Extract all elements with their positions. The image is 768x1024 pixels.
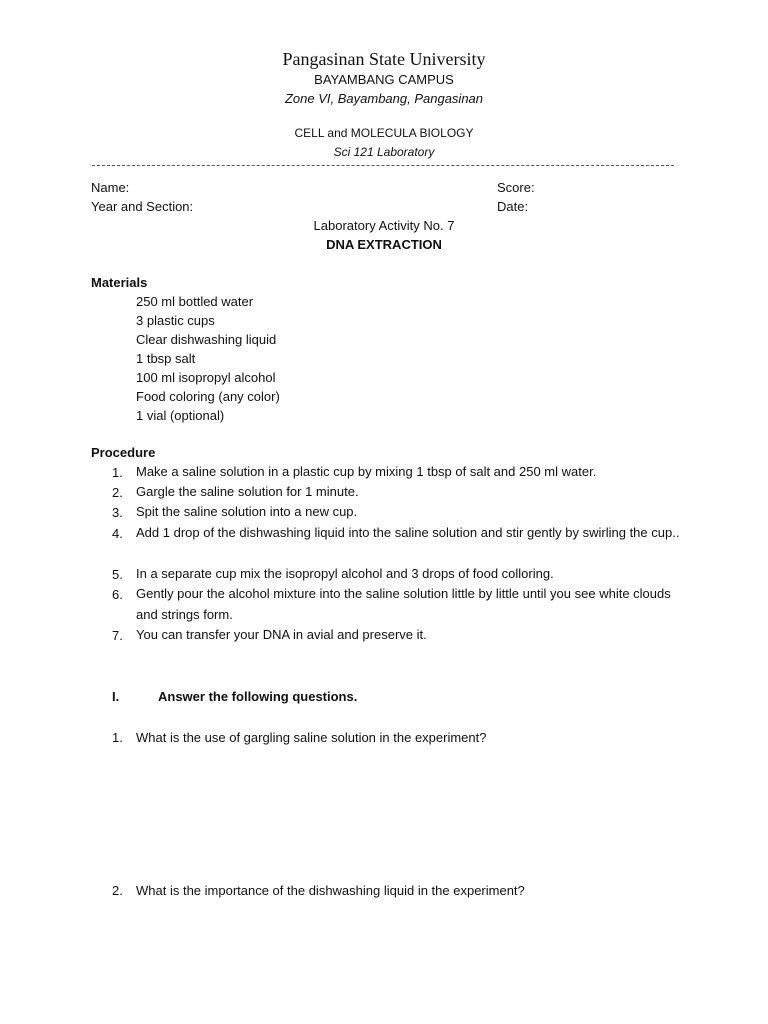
activity-title: DNA EXTRACTION	[326, 237, 442, 252]
header-divider	[92, 165, 674, 166]
date-field-label: Date:	[497, 199, 529, 214]
procedure-step: In a separate cup mix the isopropyl alcohol and 3 drops of food colloring.	[136, 566, 554, 581]
lab-course: Sci 121 Laboratory	[333, 145, 435, 159]
step-number: 2.	[112, 485, 123, 500]
procedure-step: Spit the saline solution into a new cup.	[136, 504, 358, 519]
step-number: 4.	[112, 526, 123, 541]
campus-name: BAYAMBANG CAMPUS	[314, 72, 454, 87]
question-text: What is the importance of the dishwashing liquid in the experiment?	[136, 883, 525, 898]
question-number: 1.	[112, 730, 123, 745]
step-number: 1.	[112, 465, 123, 480]
material-item: 1 vial (optional)	[136, 408, 225, 423]
question-text: What is the use of gargling saline solution in the experiment?	[136, 730, 487, 745]
material-item: 100 ml isopropyl alcohol	[136, 370, 276, 385]
procedure-step: Add 1 drop of the dishwashing liquid into the saline solution and stir gently by swirling the cup..	[136, 525, 680, 540]
procedure-step: Gargle the saline solution for 1 minute.	[136, 484, 359, 499]
step-number: 6.	[112, 587, 123, 602]
question-number: 2.	[112, 883, 123, 898]
section-heading: Answer the following questions.	[158, 689, 358, 704]
course-title: CELL and MOLECULA BIOLOGY	[294, 126, 474, 140]
material-item: Clear dishwashing liquid	[136, 332, 277, 347]
score-field-label: Score:	[497, 180, 535, 195]
material-item: Food coloring (any color)	[136, 389, 280, 404]
procedure-step: Gently pour the alcohol mixture into the saline solution little by little until you see white clouds and strings form.	[136, 586, 671, 622]
step-number: 7.	[112, 628, 123, 643]
material-item: 1 tbsp salt	[136, 351, 196, 366]
activity-number: Laboratory Activity No. 7	[313, 218, 455, 233]
procedure-heading: Procedure	[91, 445, 156, 460]
step-number: 3.	[112, 505, 123, 520]
materials-heading: Materials	[91, 275, 148, 290]
material-item: 250 ml bottled water	[136, 294, 254, 309]
procedure-step: Make a saline solution in a plastic cup by mixing 1 tbsp of salt and 250 ml water.	[136, 464, 597, 479]
campus-address: Zone VI, Bayambang, Pangasinan	[284, 91, 484, 106]
year-section-field-label: Year and Section:	[91, 199, 194, 214]
section-numeral: I.	[112, 689, 120, 704]
name-field-label: Name:	[91, 180, 130, 195]
university-name: Pangasinan State University	[282, 49, 486, 69]
step-number: 5.	[112, 567, 123, 582]
procedure-step: You can transfer your DNA in avial and preserve it.	[136, 627, 427, 642]
material-item: 3 plastic cups	[136, 313, 215, 328]
